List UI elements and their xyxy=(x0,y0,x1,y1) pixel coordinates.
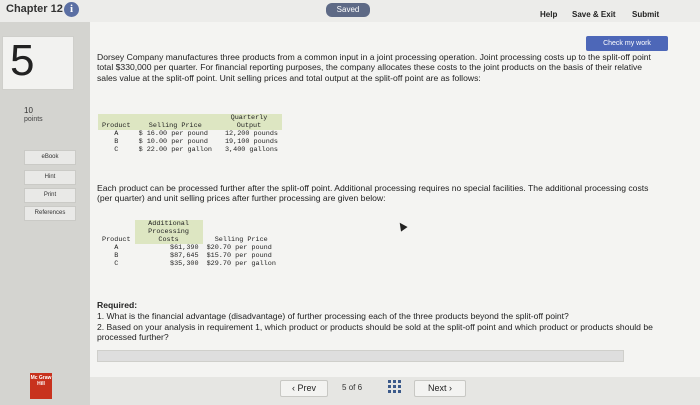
problem-intro: Dorsey Company manufactures three products from a common input in a joint processing operation. Joint processing costs up to the split-off point total $330,000 per quarter. For financial reporting purposes, the company allocates these costs to the joint products on the basis of their relative sales value at the split-off point. Unit selling prices and total output at the split-off point are as follows: xyxy=(97,52,651,83)
points-label: points xyxy=(24,116,43,123)
table-header: Selling Price xyxy=(148,122,202,130)
chevron-left-icon: ‹ xyxy=(291,383,295,393)
chevron-right-icon: › xyxy=(449,383,453,393)
prev-label: Prev xyxy=(297,383,317,393)
saved-badge: Saved xyxy=(326,3,370,17)
page-indicator xyxy=(342,380,362,395)
submit-link[interactable]: Submit xyxy=(632,10,660,19)
help-link[interactable]: Help xyxy=(540,10,558,19)
requirement-2: 2. Based on your analysis in requirement 1, which product or products should be sold at the split-off point and which product or products should be processed further? xyxy=(97,322,653,343)
table-header: Selling Price xyxy=(214,236,268,244)
references-button[interactable]: References xyxy=(24,206,76,221)
requirement-1: 1. What is the financial advantage (disadvantage) of further processing each of the three products beyond the split-off point? xyxy=(97,311,569,321)
required-heading: Required: xyxy=(97,300,138,310)
table-header: Product xyxy=(102,236,131,244)
table-row: C $ 22.00 per gallon 3,400 gallons xyxy=(114,146,278,154)
page-total: 6 xyxy=(357,383,363,392)
table-header: Additional Processing Costs xyxy=(135,220,203,244)
page-of: of xyxy=(348,383,356,392)
check-my-work-button[interactable]: Check my work xyxy=(586,36,668,51)
next-button[interactable] xyxy=(414,380,466,397)
further-processing-text: Each product can be processed further after the split-off point. Additional processing requires no special facilities. The additional processing costs (per quarter) and unit selling prices after further processing are given below: xyxy=(97,183,649,204)
chapter-title: Chapter 12 xyxy=(6,3,63,15)
info-icon[interactable]: i xyxy=(64,2,79,17)
points-value: 10 xyxy=(24,106,33,115)
further-processing-table xyxy=(98,220,280,268)
top-bar xyxy=(0,0,700,23)
mcgraw-hill-logo: Mc Graw Hill xyxy=(30,373,52,399)
table-row: A $61,390 $20.70 per pound xyxy=(114,244,272,252)
table-header: Quarterly Output xyxy=(230,114,268,130)
save-exit-link[interactable]: Save & Exit xyxy=(572,10,616,19)
grid-icon[interactable] xyxy=(388,380,402,394)
hint-button[interactable]: Hint xyxy=(24,170,76,185)
print-button[interactable]: Print xyxy=(24,188,76,203)
table-row: B $87,645 $15.70 per pound xyxy=(114,252,272,260)
table-row: B $ 10.00 per pound 19,100 pounds xyxy=(114,138,278,146)
table-header: Product xyxy=(102,122,131,130)
page-current: 5 xyxy=(342,383,347,392)
split-off-table xyxy=(98,114,282,154)
next-label: Next xyxy=(427,383,447,393)
prev-button[interactable] xyxy=(280,380,328,397)
answer-tabs-bar[interactable] xyxy=(97,350,624,362)
table-row: C $35,300 $29.70 per gallon xyxy=(114,260,276,268)
table-row: A $ 16.00 per pound 12,200 pounds xyxy=(114,130,278,138)
question-number: 5 xyxy=(10,36,35,85)
ebook-button[interactable]: eBook xyxy=(24,150,76,165)
